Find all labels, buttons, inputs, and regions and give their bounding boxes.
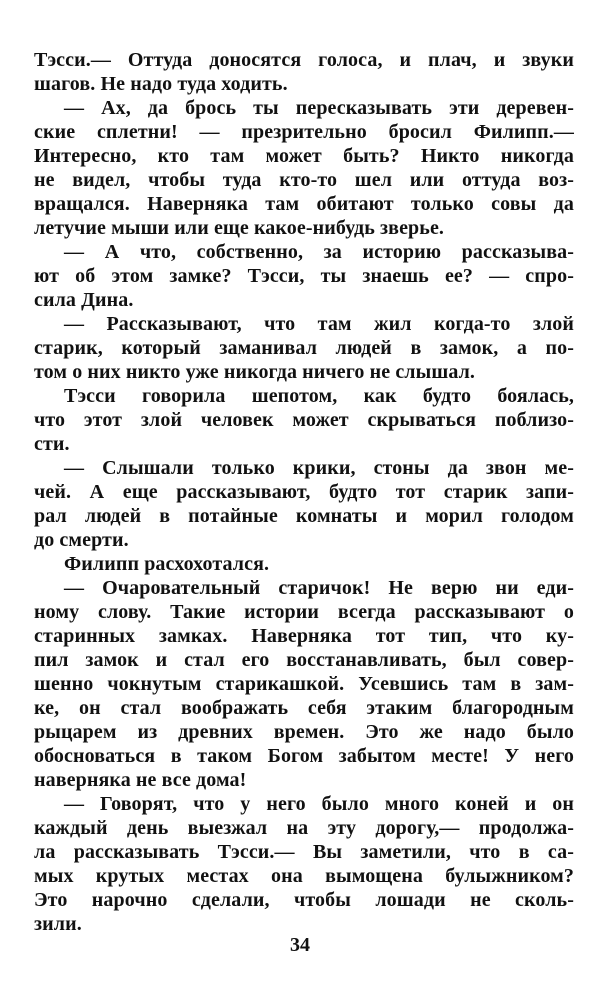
text-line: старинных замках. Наверняка тот тип, что ку-: [34, 625, 574, 647]
text-line: рыцарем из древних времен. Это же надо было: [34, 721, 574, 743]
text-line: Тэсси говорила шепотом, как будто боялась,: [64, 385, 574, 407]
text-line: вращался. Наверняка там обитают только совы да: [34, 193, 574, 215]
text-line: Тэсси.— Оттуда доносятся голоса, и плач, и звуки: [34, 49, 574, 71]
text-line: ке, он стал воображать себя этаким благородным: [34, 697, 574, 719]
text-line: — Рассказывают, что там жил когда-то злой: [64, 313, 574, 335]
text-line: — Очаровательный старичок! Не верю ни еди-: [64, 577, 574, 599]
text-line: шенно чокнутым старикашкой. Усевшись там в зам-: [34, 673, 574, 695]
text-line: каждый день выезжал на эту дорогу,— продолжа-: [34, 817, 574, 839]
text-line: — Ах, да брось ты пересказывать эти деревен-: [64, 97, 574, 119]
text-line: пил замок и стал его восстанавливать, был совер-: [34, 649, 574, 671]
text-line: Это нарочно сделали, чтобы лошади не сколь-: [34, 889, 574, 911]
text-line: шагов. Не надо туда ходить.: [34, 73, 288, 95]
text-line: чей. А еще рассказывают, будто тот старик запи-: [34, 481, 574, 503]
text-line: ют об этом замке? Тэсси, ты знаешь ее? — спро-: [34, 265, 574, 287]
text-line: сила Дина.: [34, 289, 134, 311]
text-line: не видел, чтобы туда кто-то шел или оттуда воз-: [34, 169, 574, 191]
text-line: наверняка не все дома!: [34, 769, 247, 791]
text-line: том о них никто уже никогда ничего не слышал.: [34, 361, 476, 383]
text-line: — Слышали только крики, стоны да звон ме-: [64, 457, 574, 479]
text-line: ному слову. Такие истории всегда рассказывают о: [34, 601, 574, 623]
text-line: мых крутых местах она вымощена булыжником?: [34, 865, 574, 887]
text-line: — Говорят, что у него было много коней и он: [64, 793, 574, 815]
text-line: ла рассказывать Тэсси.— Вы заметили, что в са-: [34, 841, 574, 863]
text-line: сти.: [34, 433, 70, 455]
text-line: Интересно, кто там может быть? Никто никогда: [34, 145, 574, 167]
text-line: рал людей в потайные комнаты и морил голодом: [34, 505, 574, 527]
page-text: [34, 48, 574, 936]
text-line: что этот злой человек может скрываться поблизо-: [34, 409, 574, 431]
text-line: ские сплетни! — презрительно бросил Филипп.—: [34, 121, 574, 143]
text-line: зили.: [34, 913, 82, 935]
text-line: летучие мыши или еще какое-нибудь зверье.: [34, 217, 445, 239]
text-line: старик, который заманивал людей в замок, а по-: [34, 337, 574, 359]
text-line: — А что, собственно, за историю рассказыва-: [64, 241, 574, 263]
text-line: обосноваться в таком Богом забытом месте! У него: [34, 745, 574, 767]
text-line: Филипп расхохотался.: [64, 553, 270, 575]
text-line: до смерти.: [34, 529, 129, 551]
page-number: 34: [290, 934, 310, 956]
